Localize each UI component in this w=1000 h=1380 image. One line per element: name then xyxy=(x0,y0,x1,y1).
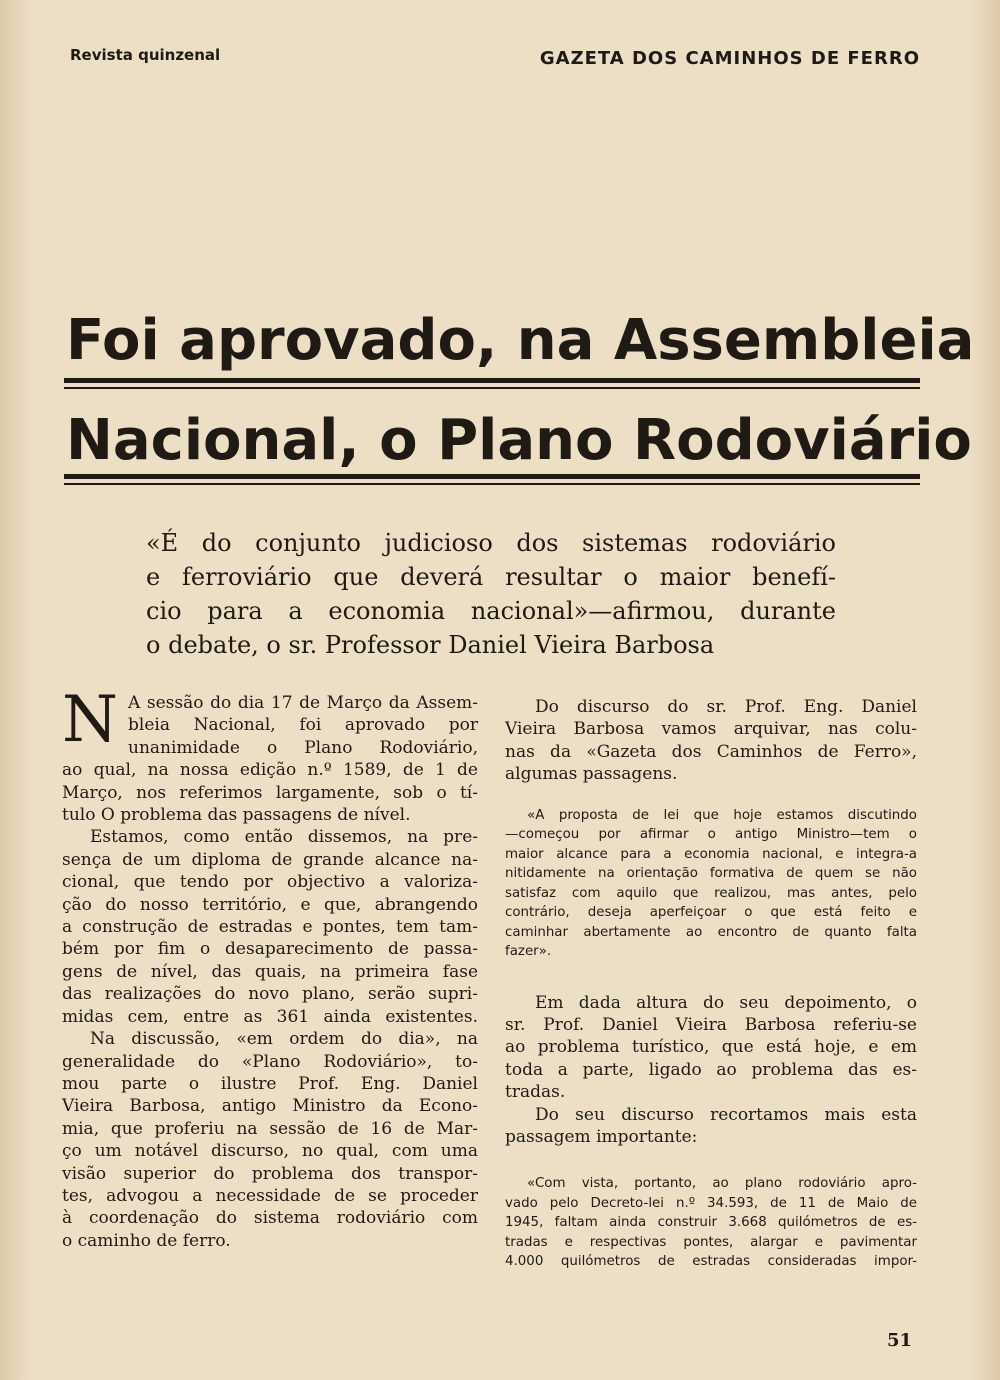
text-line: algumas passagens. xyxy=(505,764,678,785)
text-line: Na discussão, «em ordem do dia», na xyxy=(90,1029,478,1050)
text-line: Em dada altura do seu depoimento, o xyxy=(535,992,917,1013)
text-line: gens de nível, das quais, na primeira fase xyxy=(62,961,478,982)
headline-rule-thin-2 xyxy=(64,483,920,485)
headline-rule-thin xyxy=(64,387,920,389)
text-line: nas da «Gazeta dos Caminhos de Ferro», xyxy=(505,741,917,762)
quote-line: fazer». xyxy=(505,944,552,960)
text-line: Do seu discurso recortamos mais esta xyxy=(535,1104,917,1125)
running-header-right: GAZETA DOS CAMINHOS DE FERRO xyxy=(539,48,920,69)
block-quote xyxy=(505,1174,917,1272)
article-column-right xyxy=(505,696,917,1272)
text-line: passagem importante: xyxy=(505,1127,698,1148)
quote-line: vado pelo Decreto-lei n.º 34.593, de 11 de Maio de xyxy=(505,1195,917,1211)
text-line: ço um notável discurso, no qual, com uma xyxy=(62,1141,478,1162)
drop-cap: N xyxy=(62,683,118,757)
text-line: visão superior do problema dos transpor- xyxy=(62,1163,478,1184)
text-line: mou parte o ilustre Prof. Eng. Daniel xyxy=(62,1073,478,1094)
quote-line: contrário, deseja aperfeiçoar o que está feito e xyxy=(505,905,917,921)
text-line: bleia Nacional, foi aprovado por xyxy=(128,715,478,736)
subhead-line: cio para a economia nacional»—afirmou, durante xyxy=(146,597,836,625)
headline-line-2: Nacional, o Plano Rodoviário xyxy=(66,408,972,473)
subhead-line: e ferroviário que deverá resultar o maior benefí- xyxy=(146,563,836,591)
text-line: à coordenação do sistema rodoviário com xyxy=(62,1208,478,1229)
text-line: unanimidade o Plano Rodoviário, xyxy=(128,737,478,758)
text-line: ao qual, na nossa edição n.º 1589, de 1 de xyxy=(62,760,478,781)
text-line: bém por fim o desaparecimento de passa- xyxy=(62,939,478,960)
text-line: midas cem, entre as 361 ainda existentes. xyxy=(62,1006,478,1027)
text-line: ção do nosso território, e que, abrangendo xyxy=(62,894,478,915)
quote-line: satisfaz com aquilo que realizou, mas antes, pelo xyxy=(505,885,917,901)
text-line: Março, nos referimos largamente, sob o tí- xyxy=(62,782,478,803)
text-line: Vieira Barbosa, antigo Ministro da Econo- xyxy=(62,1096,478,1117)
text-line: ao problema turístico, que está hoje, e em xyxy=(505,1037,917,1058)
text-line: Do discurso do sr. Prof. Eng. Daniel xyxy=(535,697,917,717)
paragraph xyxy=(505,1104,917,1149)
subhead-line: «É do conjunto judicioso dos sistemas rodoviário xyxy=(146,529,836,557)
quote-line: 1945, faltam ainda construir 3.668 quilómetros de es- xyxy=(505,1215,917,1231)
quote-line: caminhar abertamente ao encontro de quanto falta xyxy=(505,924,917,940)
text-line: Vieira Barbosa vamos arquivar, nas colu- xyxy=(505,719,917,740)
paragraph-opening xyxy=(62,683,478,826)
headline-rule-thick xyxy=(64,378,920,383)
text-line: sr. Prof. Daniel Vieira Barbosa referiu-se xyxy=(505,1015,917,1036)
text-line: a construção de estradas e pontes, tem tam- xyxy=(62,917,478,938)
text-line: mia, que proferiu na sessão de 16 de Mar- xyxy=(62,1118,478,1139)
quote-line: —começou por afirmar o antigo Ministro—tem o xyxy=(505,827,917,843)
headline-rule-thick-2 xyxy=(64,474,920,479)
quote-line: «Com vista, portanto, ao plano rodoviário apro- xyxy=(527,1176,917,1192)
paragraph xyxy=(505,696,917,786)
headline-line-1: Foi aprovado, na Assembleia xyxy=(66,308,975,373)
block-quote xyxy=(505,806,917,962)
quote-line: tradas e respectivas pontes, alargar e pavimentar xyxy=(505,1234,917,1250)
text-line: Estamos, como então dissemos, na pre- xyxy=(90,827,478,848)
text-line: cional, que tendo por objectivo a valoriza- xyxy=(62,872,478,893)
quote-line: maior alcance para a economia nacional, e integra-a xyxy=(505,846,917,862)
quote-line: «A proposta de lei que hoje estamos discutindo xyxy=(527,807,917,823)
page-number: 51 xyxy=(886,1330,912,1351)
article-column-left xyxy=(62,683,478,1252)
subhead-line: o debate, o sr. Professor Daniel Vieira Barbosa xyxy=(146,631,715,659)
text-line: tulo O problema das passagens de nível. xyxy=(62,805,411,826)
subheadline xyxy=(146,526,836,662)
paragraph xyxy=(62,1028,478,1252)
paragraph xyxy=(505,992,917,1104)
text-line: A sessão do dia 17 de Março da Assem- xyxy=(128,693,478,713)
paragraph xyxy=(62,826,478,1028)
text-line: toda a parte, ligado ao problema das es- xyxy=(505,1059,917,1080)
text-line: tes, advogou a necessidade de se proceder xyxy=(62,1185,478,1206)
text-line: generalidade do «Plano Rodoviário», to- xyxy=(62,1051,478,1072)
running-header-left: Revista quinzenal xyxy=(70,46,221,64)
quote-line: nitidamente na orientação formativa de quem se não xyxy=(505,866,917,882)
text-line: sença de um diploma de grande alcance na- xyxy=(62,849,478,870)
text-line: das realizações do novo plano, serão supri- xyxy=(62,984,478,1005)
text-line: o caminho de ferro. xyxy=(62,1230,231,1251)
quote-line: 4.000 quilómetros de estradas consideradas impor- xyxy=(505,1254,917,1270)
text-line: tradas. xyxy=(505,1082,566,1103)
